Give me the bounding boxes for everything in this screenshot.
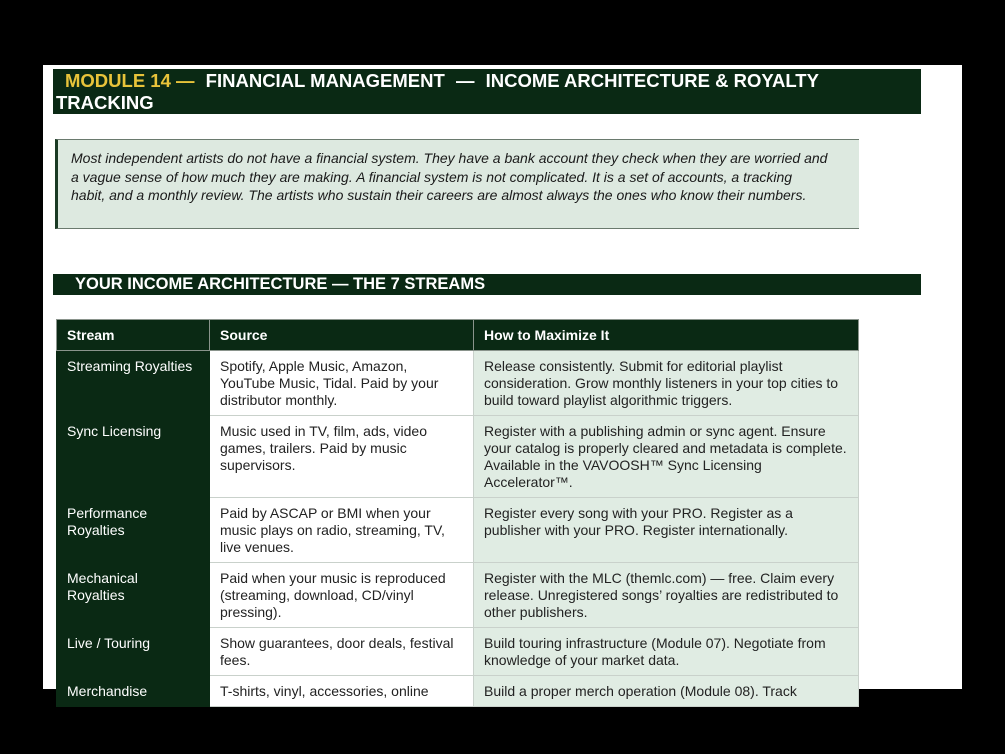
income-streams-table [56,319,859,707]
how-cell: Build a proper merch operation (Module 08). Track [474,676,859,707]
table-header-row [57,320,859,351]
intro-callout: Most independent artists do not have a financial system. They have a bank account they check when they are worried and a vague sense of how much they are making. A financial system is not complicated. It is a set of accounts, a tracking habit, and a monthly review. The artists who sustain their careers are almost always the ones who know their numbers. [55,139,859,229]
how-cell: Build touring infrastructure (Module 07). Negotiate from knowledge of your market data. [474,628,859,676]
table-row [57,351,859,416]
table-row [57,416,859,498]
column-header-how: How to Maximize It [474,320,859,351]
module-title-bar [53,69,921,114]
how-cell: Register with the MLC (themlc.com) — free. Claim every release. Unregistered songs’ royalties are redistributed to other publishers. [474,563,859,628]
source-cell: Show guarantees, door deals, festival fees. [210,628,474,676]
source-cell: Music used in TV, film, ads, video games, trailers. Paid by music supervisors. [210,416,474,498]
stream-cell: Streaming Royalties [57,351,210,416]
table-row [57,498,859,563]
how-cell: Register with a publishing admin or sync agent. Ensure your catalog is properly cleared and metadata is complete. Available in the VAVOOSH™ Sync Licensing Accelerator™. [474,416,859,498]
module-number: MODULE 14 [65,70,171,91]
stream-cell: Sync Licensing [57,416,210,498]
source-cell: T-shirts, vinyl, accessories, online [210,676,474,707]
how-cell: Release consistently. Submit for editorial playlist consideration. Grow monthly listeners in your top cities to build toward playlist algorithmic triggers. [474,351,859,416]
stream-cell: Mechanical Royalties [57,563,210,628]
stream-cell: Merchandise [57,676,210,707]
table-row [57,563,859,628]
column-header-stream: Stream [57,320,210,351]
title-part-b: INCOME ARCHITECTURE & ROYALTY TRACKING [56,70,819,113]
document-page [43,65,962,699]
section-title: YOUR INCOME ARCHITECTURE — THE 7 STREAMS [53,274,921,295]
source-cell: Paid when your music is reproduced (streaming, download, CD/vinyl pressing). [210,563,474,628]
stream-cell: Live / Touring [57,628,210,676]
table-row [57,628,859,676]
title-dash-2: — [455,70,475,91]
stream-cell: Performance Royalties [57,498,210,563]
title-dash-1: — [176,70,195,91]
source-cell: Spotify, Apple Music, Amazon, YouTube Music, Tidal. Paid by your distributor monthly. [210,351,474,416]
table-row [57,676,859,707]
title-part-a: FINANCIAL MANAGEMENT [205,70,445,91]
how-cell: Register every song with your PRO. Register as a publisher with your PRO. Register internationally. [474,498,859,563]
column-header-source: Source [210,320,474,351]
source-cell: Paid by ASCAP or BMI when your music plays on radio, streaming, TV, live venues. [210,498,474,563]
